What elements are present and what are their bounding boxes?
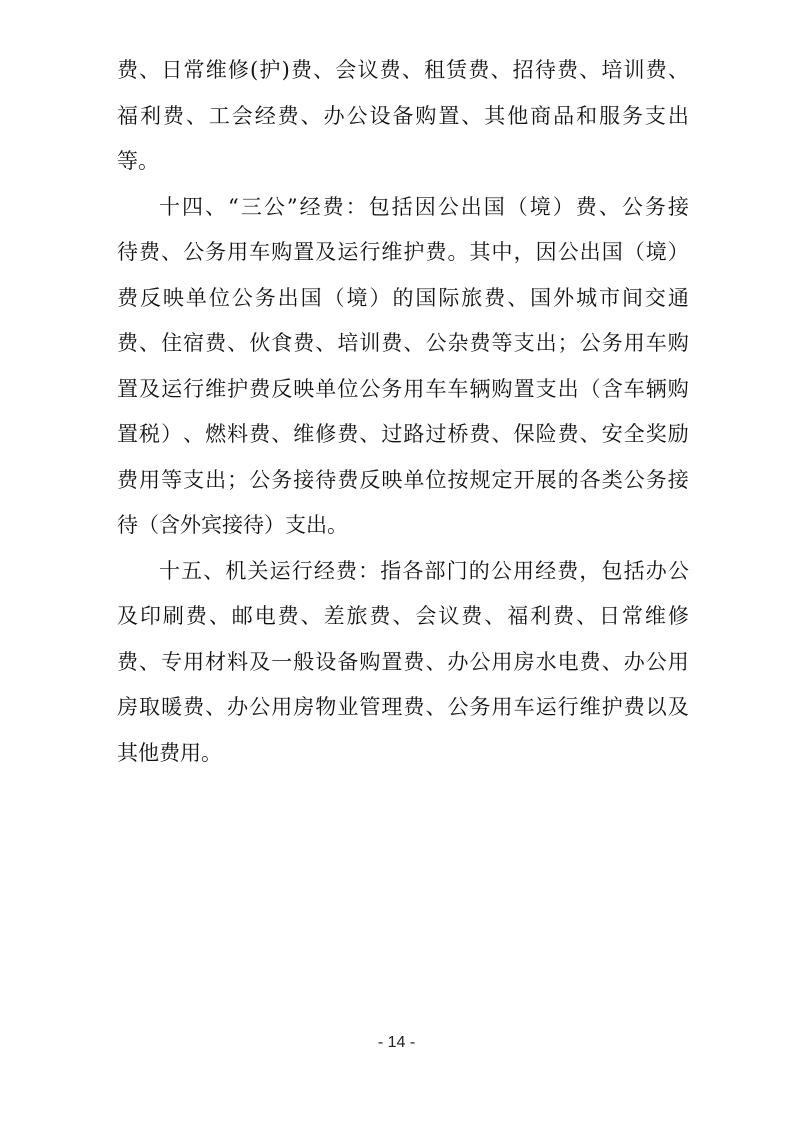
text-line: 待 （ 含 外 宾 接 待 ） 支 出 。 (117, 513, 348, 537)
text-line: 等 。 (117, 149, 159, 173)
text-line: 待 费 、 公 务 用 车 购 置 及 运 行 维 护 费 。 其 中 ， 因 公 出 国 （ 境 ） (117, 240, 689, 264)
text-line: 房 取 暖 费 、 办 公 用 房 物 业 管 理 费 、 公 务 用 车 运 行 维 护 费 以 及 (117, 695, 689, 719)
text-line: 十 四 、 “ 三 公 ” 经 费 ： 包 括 因 公 出 国 （ 境 ） 费 、 公 务 接 (159, 194, 689, 219)
text-line: 费 用 等 支 出 ； 公 务 接 待 费 反 映 单 位 按 规 定 开 展 的 各 类 公 务 接 (117, 467, 689, 492)
text-line: 费 、 专 用 材 料 及 一 般 设 备 购 置 费 、 办 公 用 房 水 电 费 、 办 公 用 (117, 649, 689, 674)
text-line: 福 利 费 、 工 会 经 费 、 办 公 设 备 购 置 、 其 他 商 品 和 服 务 支 出 (117, 103, 689, 128)
text-line: 费 反 映 单 位 公 务 出 国 （ 境 ） 的 国 际 旅 费 、 国 外 城 市 间 交 通 (117, 285, 689, 310)
text-line: 及 印 刷 费 、 邮 电 费 、 差 旅 费 、 会 议 费 、 福 利 费 、 日 常 维 修 (117, 604, 689, 628)
text-line: 其 他 费 用 。 (117, 740, 222, 765)
text-line: 费 、 住 宿 费 、 伙 食 费 、 培 训 费 、 公 杂 费 等 支 出 ； 公 务 用 车 购 (117, 331, 689, 355)
text-line: 置 及 运 行 维 护 费 反 映 单 位 公 务 用 车 车 辆 购 置 支 出 （ 含 车 辆 购 (117, 376, 689, 401)
page-number: - 14 - (377, 1034, 416, 1051)
text-line: 置 税 ） 、 燃 料 费 、 维 修 费 、 过 路 过 桥 费 、 保 险 费 、 安 全 奖 励 (117, 422, 689, 446)
text-line: 费 、 日 常 维 修 ( 护 ) 费 、 会 议 费 、 租 赁 费 、 招 待 费 、 培 训 费 、 (117, 58, 689, 82)
body-text (117, 48, 689, 776)
text-line: 十 五 、 机 关 运 行 经 费 ： 指 各 部 门 的 公 用 经 费 ， 包 括 办 公 (159, 558, 689, 583)
